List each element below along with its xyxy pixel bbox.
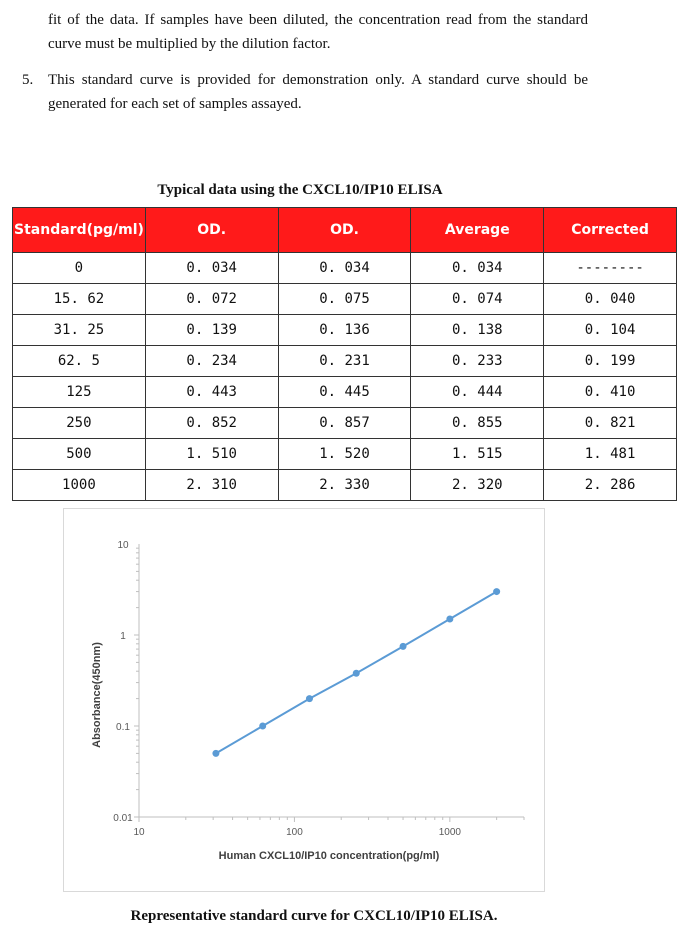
figure-caption: Representative standard curve for CXCL10/IP10 ELISA. bbox=[130, 908, 498, 924]
cell-average: 0. 855 bbox=[411, 408, 544, 439]
table-row bbox=[13, 253, 677, 284]
header-standard: Standard(pg/ml) bbox=[13, 208, 146, 253]
data-point bbox=[259, 723, 266, 730]
cell-corrected: -------- bbox=[544, 253, 677, 284]
cell-od-1: 0. 852 bbox=[145, 408, 278, 439]
y-tick-label: 10 bbox=[117, 540, 129, 551]
standard-curve-chart bbox=[63, 508, 545, 892]
paragraph-dilution-note: fit of the data. If samples have been diluted, the concentration read from the standard curve must be multiplied by the dilution factor. bbox=[48, 12, 588, 52]
cell-average: 0. 233 bbox=[411, 346, 544, 377]
cell-od-1: 0. 234 bbox=[145, 346, 278, 377]
cell-od-2: 0. 857 bbox=[278, 408, 411, 439]
table-row bbox=[13, 346, 677, 377]
typical-data-table bbox=[12, 207, 677, 501]
cell-average: 1. 515 bbox=[411, 439, 544, 470]
data-point bbox=[446, 615, 453, 622]
cell-standard: 1000 bbox=[13, 470, 146, 501]
cell-od-1: 2. 310 bbox=[145, 470, 278, 501]
cell-standard: 15. 62 bbox=[13, 284, 146, 315]
y-tick-label: 1 bbox=[120, 631, 126, 642]
cell-standard: 0 bbox=[13, 253, 146, 284]
cell-standard: 31. 25 bbox=[13, 315, 146, 346]
x-axis-label: Human CXCL10/IP10 concentration(pg/ml) bbox=[218, 850, 440, 862]
x-tick-label: 10 bbox=[133, 827, 145, 838]
data-point bbox=[306, 695, 313, 702]
cell-corrected: 0. 410 bbox=[544, 377, 677, 408]
table-row bbox=[13, 408, 677, 439]
cell-od-1: 1. 510 bbox=[145, 439, 278, 470]
cell-standard: 500 bbox=[13, 439, 146, 470]
cell-corrected: 2. 286 bbox=[544, 470, 677, 501]
table-title: Typical data using the CXCL10/IP10 ELISA bbox=[157, 182, 443, 198]
data-point bbox=[493, 588, 500, 595]
y-tick-label: 0.01 bbox=[113, 813, 133, 824]
header-corrected: Corrected bbox=[544, 208, 677, 253]
cell-od-1: 0. 443 bbox=[145, 377, 278, 408]
cell-average: 2. 320 bbox=[411, 470, 544, 501]
cell-corrected: 0. 104 bbox=[544, 315, 677, 346]
cell-od-2: 0. 231 bbox=[278, 346, 411, 377]
cell-average: 0. 034 bbox=[411, 253, 544, 284]
table-header-row bbox=[13, 208, 677, 253]
list-item-5-text: This standard curve is provided for demonstration only. A standard curve should be generated for each set of samples assayed. bbox=[48, 72, 588, 112]
header-od-2: OD. bbox=[278, 208, 411, 253]
data-point bbox=[400, 643, 407, 650]
y-tick-label: 0.1 bbox=[116, 722, 130, 733]
table-row bbox=[13, 470, 677, 501]
x-tick-label: 100 bbox=[286, 827, 303, 838]
header-od-1: OD. bbox=[145, 208, 278, 253]
table-row bbox=[13, 315, 677, 346]
data-point bbox=[212, 750, 219, 757]
chart-ticks bbox=[113, 540, 524, 838]
cell-corrected: 0. 199 bbox=[544, 346, 677, 377]
y-axis-label: Absorbance(450nm) bbox=[91, 642, 103, 748]
cell-od-2: 2. 330 bbox=[278, 470, 411, 501]
cell-standard: 62. 5 bbox=[13, 346, 146, 377]
cell-od-1: 0. 139 bbox=[145, 315, 278, 346]
cell-standard: 250 bbox=[13, 408, 146, 439]
cell-od-2: 0. 445 bbox=[278, 377, 411, 408]
cell-corrected: 1. 481 bbox=[544, 439, 677, 470]
cell-od-2: 0. 034 bbox=[278, 253, 411, 284]
cell-average: 0. 444 bbox=[411, 377, 544, 408]
series-points bbox=[212, 588, 500, 757]
cell-standard: 125 bbox=[13, 377, 146, 408]
cell-corrected: 0. 821 bbox=[544, 408, 677, 439]
list-number-5: 5. bbox=[22, 72, 34, 88]
cell-average: 0. 138 bbox=[411, 315, 544, 346]
table-row bbox=[13, 284, 677, 315]
data-point bbox=[353, 670, 360, 677]
cell-corrected: 0. 040 bbox=[544, 284, 677, 315]
cell-od-1: 0. 072 bbox=[145, 284, 278, 315]
cell-od-2: 1. 520 bbox=[278, 439, 411, 470]
x-tick-label: 1000 bbox=[438, 827, 461, 838]
chart-axes bbox=[139, 544, 524, 817]
table-row bbox=[13, 439, 677, 470]
cell-od-2: 0. 136 bbox=[278, 315, 411, 346]
chart-svg bbox=[64, 509, 544, 891]
header-average: Average bbox=[411, 208, 544, 253]
cell-average: 0. 074 bbox=[411, 284, 544, 315]
cell-od-1: 0. 034 bbox=[145, 253, 278, 284]
cell-od-2: 0. 075 bbox=[278, 284, 411, 315]
table-row bbox=[13, 377, 677, 408]
